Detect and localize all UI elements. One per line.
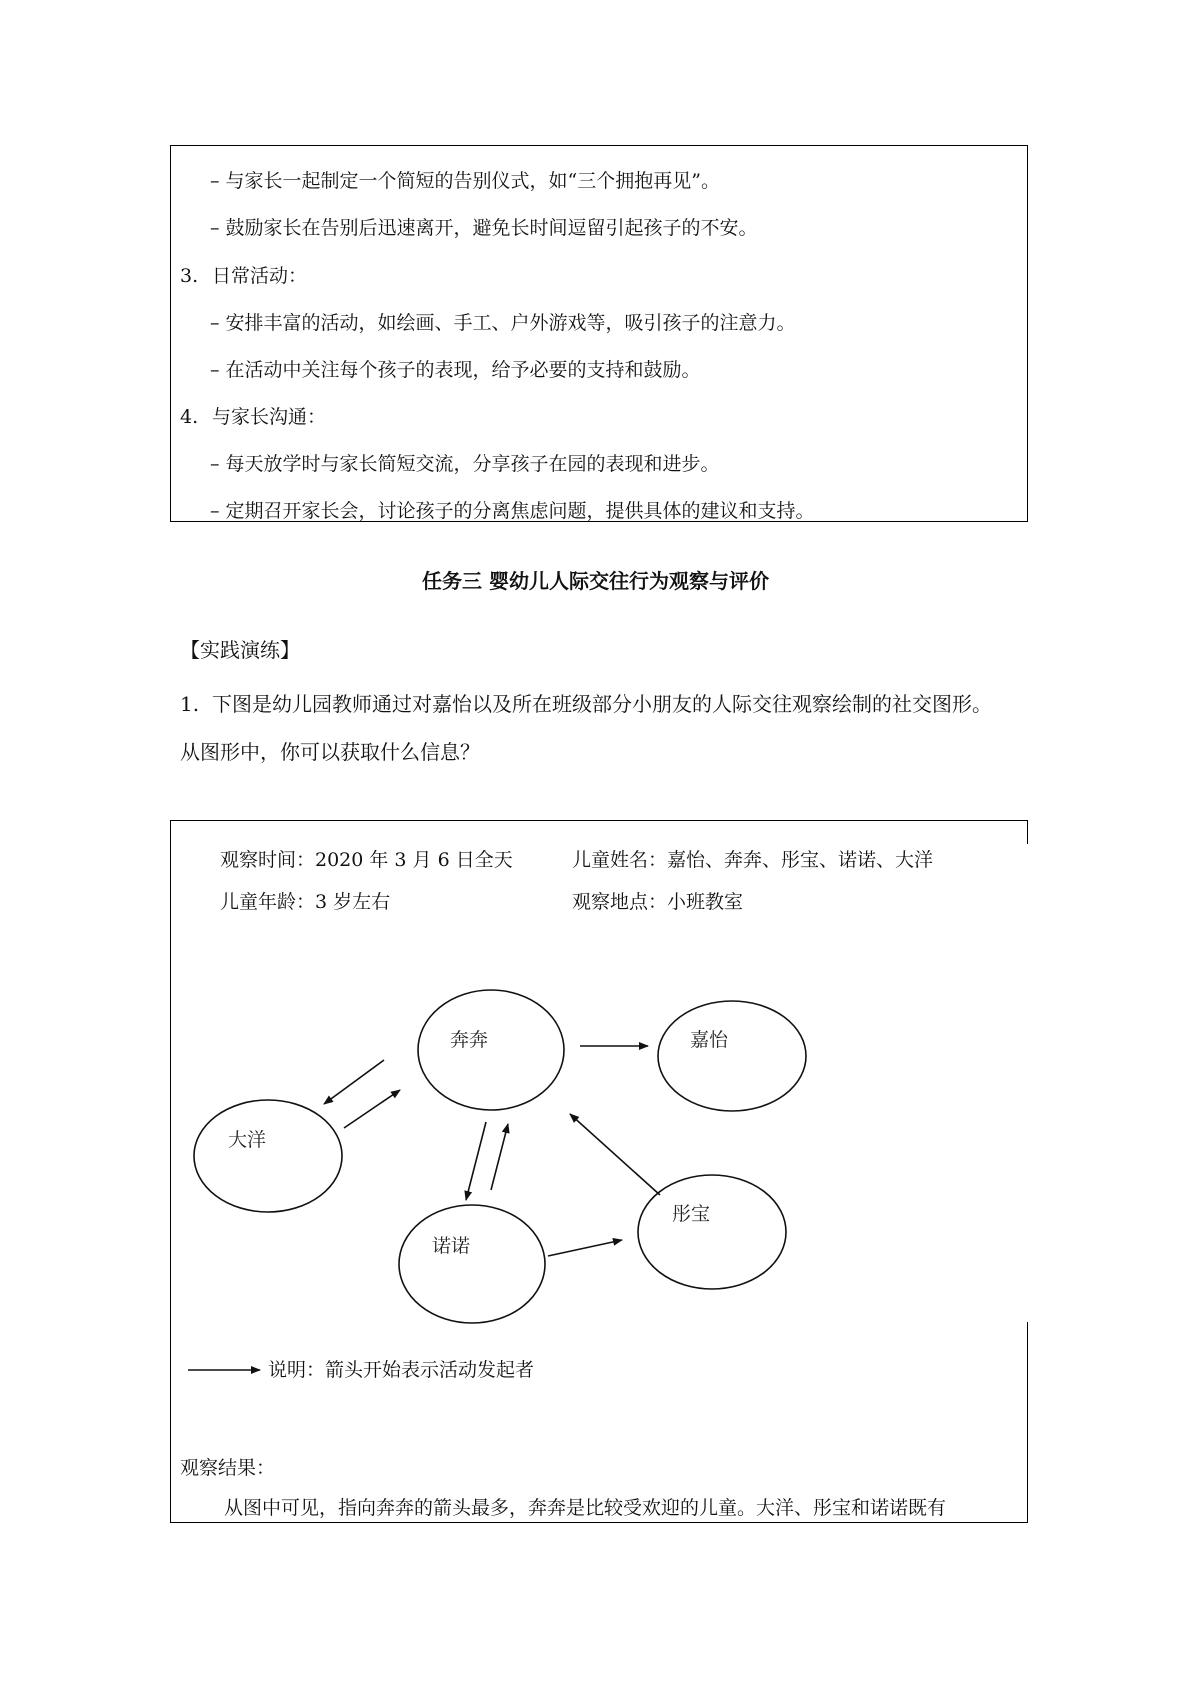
node-nuonuo <box>399 1205 545 1323</box>
node-benben <box>418 990 564 1110</box>
plan-item: – 安排丰富的活动，如绘画、手工、户外游戏等，吸引孩子的注意力。 <box>210 312 796 334</box>
edge-benben-nuonuo <box>466 1122 486 1200</box>
plan-item: 3. 日常活动： <box>180 265 308 287</box>
observation-time: 观察时间：2020 年 3 月 6 日全天 <box>220 849 513 871</box>
edge-nuonuo-tongbao <box>548 1240 622 1256</box>
question-line-2: 从图形中，你可以获取什么信息？ <box>180 740 480 764</box>
result-text: 从图中可见，指向奔奔的箭头最多，奔奔是比较受欢迎的儿童。大洋、彤宝和诺诺既有 <box>224 1497 947 1519</box>
edge-nuonuo-benben <box>491 1124 508 1190</box>
node-dayang <box>194 1100 342 1212</box>
plan-item: – 与家长一起制定一个简短的告别仪式，如“三个拥抱再见”。 <box>210 170 720 192</box>
plan-item: – 定期召开家长会，讨论孩子的分离焦虑问题，提供具体的建议和支持。 <box>210 500 815 522</box>
child-names: 儿童姓名：嘉怡、奔奔、彤宝、诺诺、大洋 <box>572 849 934 871</box>
svg-text:奔奔: 奔奔 <box>450 1029 489 1051</box>
result-title: 观察结果： <box>180 1457 276 1479</box>
section-title: 【实践演练】 <box>180 638 300 662</box>
question-line-1: 1. 下图是幼儿园教师通过对嘉怡以及所在班级部分小朋友的人际交往观察绘制的社交图形。 <box>180 692 992 716</box>
child-age: 儿童年龄：3 岁左右 <box>220 891 391 913</box>
edge-tongbao-benben <box>570 1114 660 1195</box>
svg-text:大洋: 大洋 <box>228 1129 267 1151</box>
observation-place: 观察地点：小班教室 <box>572 891 744 913</box>
plan-item: – 鼓励家长在告别后迅速离开，避免长时间逗留引起孩子的不安。 <box>210 217 758 239</box>
svg-text:彤宝: 彤宝 <box>672 1203 711 1225</box>
plan-item: – 每天放学时与家长简短交流，分享孩子在园的表现和进步。 <box>210 453 720 475</box>
edge-benben-dayang <box>324 1060 384 1104</box>
task-title: 任务三 婴幼儿人际交往行为观察与评价 <box>422 569 769 593</box>
node-jiayi <box>658 1001 806 1111</box>
node-tongbao <box>638 1175 786 1289</box>
plan-item: – 在活动中关注每个孩子的表现，给予必要的支持和鼓励。 <box>210 359 701 381</box>
legend-text: 说明：箭头开始表示活动发起者 <box>268 1359 535 1381</box>
edge-dayang-benben <box>344 1090 400 1128</box>
svg-text:诺诺: 诺诺 <box>432 1235 471 1257</box>
plan-item: 4. 与家长沟通： <box>180 406 327 428</box>
svg-text:嘉怡: 嘉怡 <box>690 1029 729 1051</box>
